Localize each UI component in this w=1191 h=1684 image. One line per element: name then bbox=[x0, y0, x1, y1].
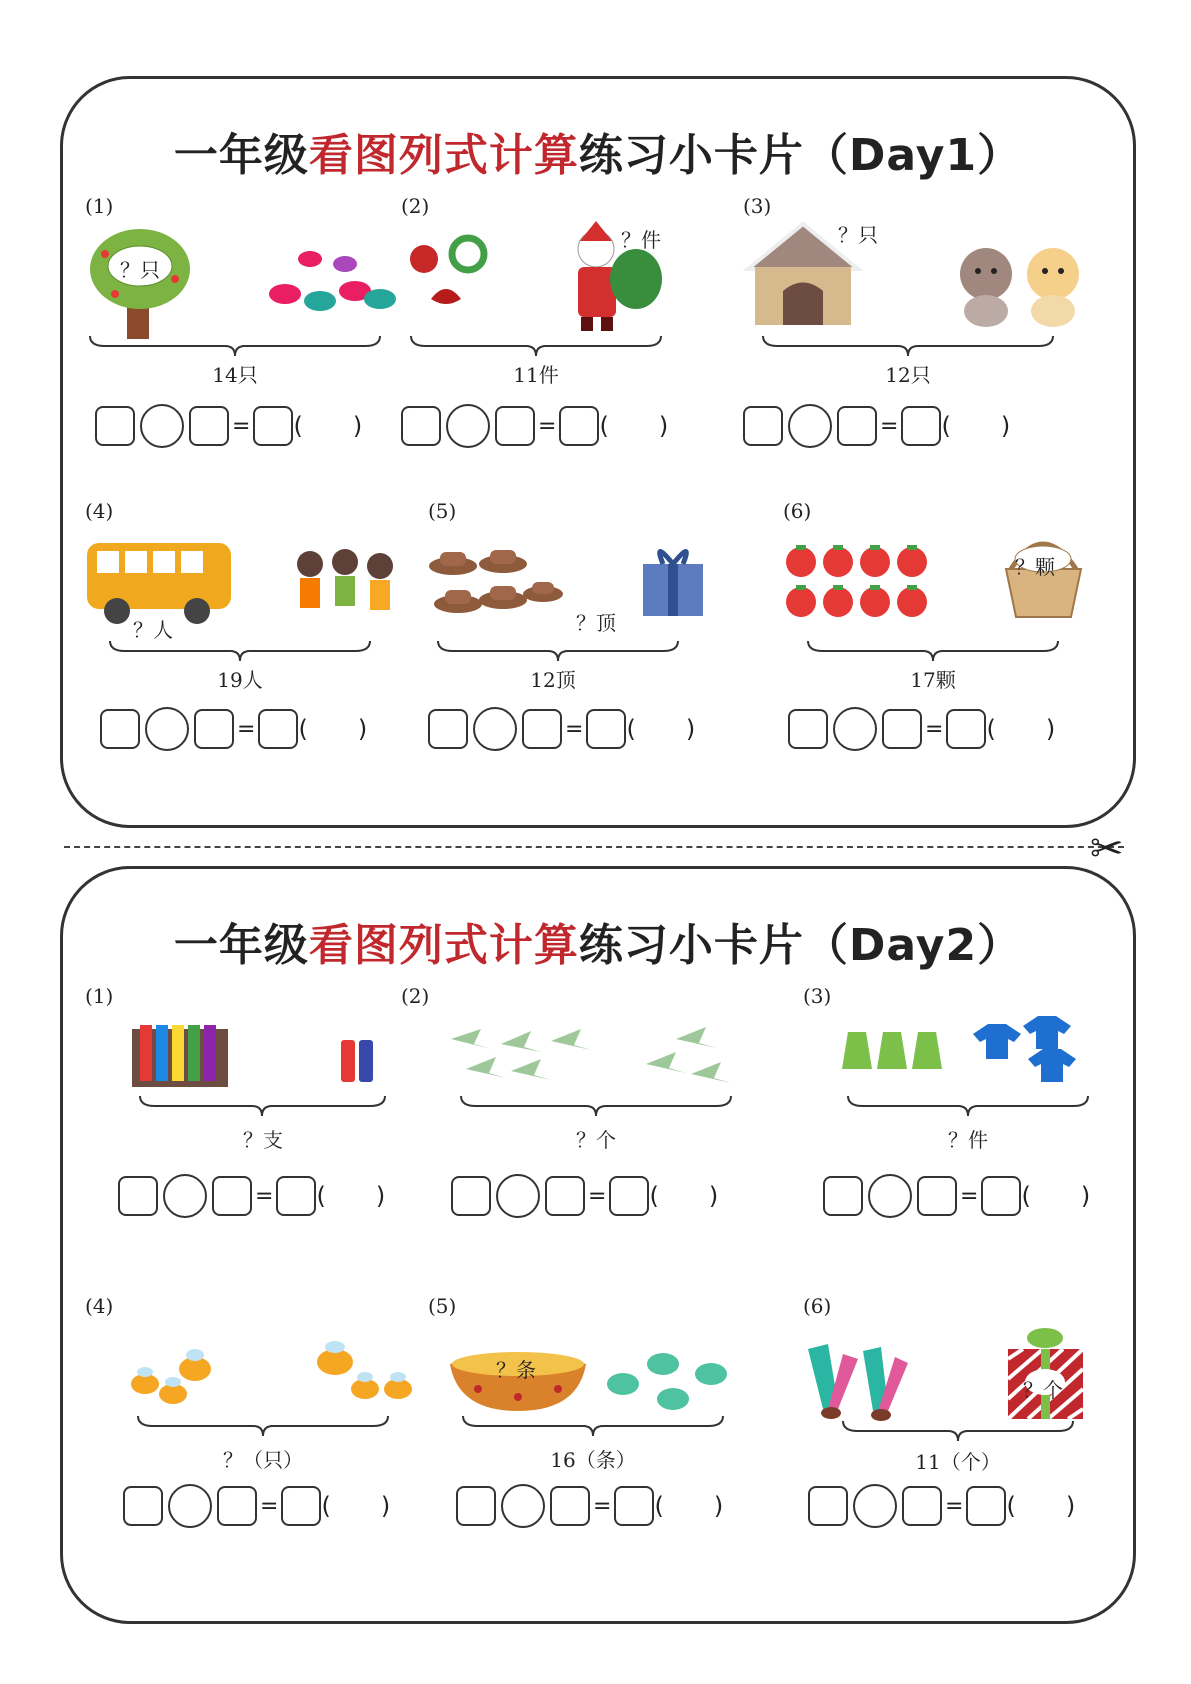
answer-box[interactable] bbox=[808, 1486, 848, 1526]
equation bbox=[743, 404, 1010, 448]
unit-paren-open: ( bbox=[986, 715, 996, 743]
problem-number: (2) bbox=[401, 194, 430, 218]
problem-number: (5) bbox=[428, 499, 457, 523]
equation bbox=[100, 707, 367, 751]
equals-sign: = bbox=[260, 1493, 279, 1519]
unit-paren-open: ( bbox=[941, 412, 951, 440]
problem-5 bbox=[428, 499, 748, 799]
answer-box[interactable] bbox=[823, 1176, 863, 1216]
equals-sign: = bbox=[588, 1183, 607, 1209]
equals-sign: = bbox=[232, 413, 251, 439]
answer-box[interactable] bbox=[743, 406, 783, 446]
equals-sign: = bbox=[255, 1183, 274, 1209]
equals-sign: = bbox=[880, 413, 899, 439]
total-label: 11件 bbox=[513, 363, 559, 387]
total-label: 12只 bbox=[885, 363, 931, 387]
unit-paren-open: ( bbox=[293, 412, 303, 440]
total-label: 14只 bbox=[212, 363, 258, 387]
brace bbox=[803, 639, 1063, 663]
result-box[interactable] bbox=[614, 1486, 654, 1526]
unit-paren-close[interactable]: ) bbox=[1065, 1492, 1076, 1520]
result-box[interactable] bbox=[946, 709, 986, 749]
unit-paren-open: ( bbox=[649, 1182, 659, 1210]
problem-number: (5) bbox=[428, 1294, 457, 1318]
bee-icon bbox=[310, 1334, 420, 1414]
question-label: ？颗 bbox=[1015, 555, 1055, 579]
equals-sign: = bbox=[593, 1493, 612, 1519]
answer-box[interactable] bbox=[545, 1176, 585, 1216]
answer-box[interactable] bbox=[522, 709, 562, 749]
unit-paren-open: ( bbox=[321, 1492, 331, 1520]
total-label: ？件 bbox=[948, 1128, 988, 1152]
operator-circle[interactable] bbox=[501, 1484, 545, 1528]
unit-paren-close[interactable]: ) bbox=[658, 412, 669, 440]
result-box[interactable] bbox=[559, 406, 599, 446]
cut-line bbox=[64, 846, 1124, 848]
practice-card-day2 bbox=[60, 866, 1136, 1624]
answer-box[interactable] bbox=[495, 406, 535, 446]
result-box[interactable] bbox=[901, 406, 941, 446]
brace bbox=[406, 334, 666, 358]
equation bbox=[95, 404, 362, 448]
problem-number: (2) bbox=[401, 984, 430, 1008]
result-box[interactable] bbox=[981, 1176, 1021, 1216]
equation bbox=[428, 707, 695, 751]
crayon-box-icon bbox=[130, 1019, 230, 1089]
children-icon bbox=[290, 544, 400, 624]
operator-circle[interactable] bbox=[868, 1174, 912, 1218]
problem-number: (6) bbox=[783, 499, 812, 523]
problem-number: (3) bbox=[743, 194, 772, 218]
problem-4 bbox=[85, 499, 415, 799]
answer-box[interactable] bbox=[95, 406, 135, 446]
answer-box[interactable] bbox=[788, 709, 828, 749]
result-box[interactable] bbox=[586, 709, 626, 749]
practice-card-day1 bbox=[60, 76, 1136, 828]
operator-circle[interactable] bbox=[145, 707, 189, 751]
equals-sign: = bbox=[565, 716, 584, 742]
brace bbox=[105, 639, 375, 663]
problem-number: (1) bbox=[85, 194, 114, 218]
question-label: ？人 bbox=[133, 618, 173, 642]
equation bbox=[823, 1174, 1090, 1218]
brace bbox=[458, 1414, 728, 1438]
brace bbox=[758, 334, 1058, 358]
answer-box[interactable] bbox=[194, 709, 234, 749]
tshirt-icon bbox=[968, 1014, 1093, 1084]
bird-icon bbox=[260, 239, 400, 324]
total-label: ？（只） bbox=[223, 1448, 303, 1472]
problem-1 bbox=[85, 194, 405, 484]
question-label: ？顶 bbox=[576, 611, 616, 635]
equation bbox=[788, 707, 1055, 751]
question-label: ？条 bbox=[496, 1358, 536, 1382]
problem-6 bbox=[803, 1294, 1113, 1594]
result-box[interactable] bbox=[276, 1176, 316, 1216]
total-label: 16（条） bbox=[550, 1448, 636, 1472]
total-label: 12顶 bbox=[530, 668, 576, 692]
card-title: 一年级看图列式计算练习小卡片（Day2） bbox=[173, 920, 1023, 971]
answer-box[interactable] bbox=[456, 1486, 496, 1526]
answer-box[interactable] bbox=[837, 406, 877, 446]
unit-paren-close[interactable]: ) bbox=[708, 1182, 719, 1210]
unit-paren-close[interactable]: ) bbox=[352, 412, 363, 440]
strawberry-icon bbox=[783, 544, 933, 624]
brace bbox=[843, 1094, 1093, 1118]
card-title: 一年级看图列式计算练习小卡片（Day1） bbox=[173, 130, 1023, 181]
problem-3 bbox=[743, 194, 1103, 484]
dog-icon bbox=[948, 239, 1093, 329]
equation bbox=[456, 1484, 723, 1528]
equation bbox=[808, 1484, 1075, 1528]
operator-circle[interactable] bbox=[496, 1174, 540, 1218]
total-label: 11（个） bbox=[915, 1450, 1001, 1474]
answer-box[interactable] bbox=[882, 709, 922, 749]
ornament-icon bbox=[406, 229, 496, 319]
unit-paren-close[interactable]: ) bbox=[1000, 412, 1011, 440]
unit-paren-open: ( bbox=[316, 1182, 326, 1210]
brace bbox=[135, 1094, 390, 1118]
result-box[interactable] bbox=[966, 1486, 1006, 1526]
total-label: ？个 bbox=[576, 1128, 616, 1152]
result-box[interactable] bbox=[253, 406, 293, 446]
unit-paren-close[interactable]: ) bbox=[685, 715, 696, 743]
scissors-icon: ✂ bbox=[1090, 826, 1124, 872]
answer-box[interactable] bbox=[212, 1176, 252, 1216]
bottle-icon bbox=[337, 1034, 377, 1084]
answer-box[interactable] bbox=[189, 406, 229, 446]
answer-box[interactable] bbox=[217, 1486, 257, 1526]
equation bbox=[123, 1484, 390, 1528]
operator-circle[interactable] bbox=[473, 707, 517, 751]
equals-sign: = bbox=[925, 716, 944, 742]
problem-2 bbox=[401, 194, 721, 484]
brace bbox=[456, 1094, 736, 1118]
problem-1 bbox=[85, 984, 425, 1284]
unit-paren-close[interactable]: ) bbox=[380, 1492, 391, 1520]
operator-circle[interactable] bbox=[446, 404, 490, 448]
equation bbox=[401, 404, 668, 448]
total-label: 17颗 bbox=[910, 668, 956, 692]
equation bbox=[451, 1174, 718, 1218]
unit-paren-close[interactable]: ) bbox=[1045, 715, 1056, 743]
answer-box[interactable] bbox=[550, 1486, 590, 1526]
unit-paren-open: ( bbox=[298, 715, 308, 743]
unit-paren-open: ( bbox=[1006, 1492, 1016, 1520]
brace bbox=[838, 1419, 1078, 1443]
equals-sign: = bbox=[237, 716, 256, 742]
operator-circle[interactable] bbox=[833, 707, 877, 751]
answer-box[interactable] bbox=[401, 406, 441, 446]
problem-6 bbox=[783, 499, 1103, 799]
answer-box[interactable] bbox=[451, 1176, 491, 1216]
answer-box[interactable] bbox=[123, 1486, 163, 1526]
problem-number: (1) bbox=[85, 984, 114, 1008]
unit-paren-close[interactable]: ) bbox=[357, 715, 368, 743]
answer-box[interactable] bbox=[100, 709, 140, 749]
unit-paren-open: ( bbox=[1021, 1182, 1031, 1210]
bee-icon bbox=[125, 1344, 225, 1414]
unit-paren-close[interactable]: ) bbox=[713, 1492, 724, 1520]
question-label: ？只 bbox=[120, 258, 160, 282]
problem-number: (4) bbox=[85, 1294, 114, 1318]
answer-box[interactable] bbox=[428, 709, 468, 749]
brace bbox=[433, 639, 683, 663]
shuttlecock-icon bbox=[803, 1339, 913, 1424]
problem-5 bbox=[428, 1294, 768, 1594]
tree-icon bbox=[85, 224, 195, 344]
brace bbox=[133, 1414, 393, 1438]
result-box[interactable] bbox=[258, 709, 298, 749]
problem-2 bbox=[401, 984, 761, 1284]
brace bbox=[85, 334, 385, 358]
problem-number: (3) bbox=[803, 984, 832, 1008]
unit-paren-open: ( bbox=[654, 1492, 664, 1520]
operator-circle[interactable] bbox=[140, 404, 184, 448]
problem-3 bbox=[803, 984, 1113, 1284]
dress-icon bbox=[838, 1024, 948, 1074]
problem-4 bbox=[85, 1294, 425, 1594]
operator-circle[interactable] bbox=[168, 1484, 212, 1528]
answer-box[interactable] bbox=[917, 1176, 957, 1216]
problem-number: (6) bbox=[803, 1294, 832, 1318]
equals-sign: = bbox=[960, 1183, 979, 1209]
paper-crane-icon bbox=[446, 1019, 736, 1094]
operator-circle[interactable] bbox=[163, 1174, 207, 1218]
total-label: 19人 bbox=[217, 668, 263, 692]
problem-number: (4) bbox=[85, 499, 114, 523]
answer-box[interactable] bbox=[902, 1486, 942, 1526]
result-box[interactable] bbox=[609, 1176, 649, 1216]
equals-sign: = bbox=[538, 413, 557, 439]
operator-circle[interactable] bbox=[788, 404, 832, 448]
answer-box[interactable] bbox=[118, 1176, 158, 1216]
question-label: ？个 bbox=[1023, 1378, 1063, 1402]
unit-paren-close[interactable]: ) bbox=[1080, 1182, 1091, 1210]
unit-paren-open: ( bbox=[599, 412, 609, 440]
hat-icon bbox=[428, 544, 563, 624]
unit-paren-open: ( bbox=[626, 715, 636, 743]
gift-icon bbox=[628, 534, 718, 624]
unit-paren-close[interactable]: ) bbox=[375, 1182, 386, 1210]
total-label: ？支 bbox=[243, 1128, 283, 1152]
operator-circle[interactable] bbox=[853, 1484, 897, 1528]
equals-sign: = bbox=[945, 1493, 964, 1519]
question-label: ？件 bbox=[621, 228, 661, 252]
fish-icon bbox=[603, 1344, 733, 1414]
result-box[interactable] bbox=[281, 1486, 321, 1526]
equation bbox=[118, 1174, 385, 1218]
question-label: ？只 bbox=[838, 223, 878, 247]
